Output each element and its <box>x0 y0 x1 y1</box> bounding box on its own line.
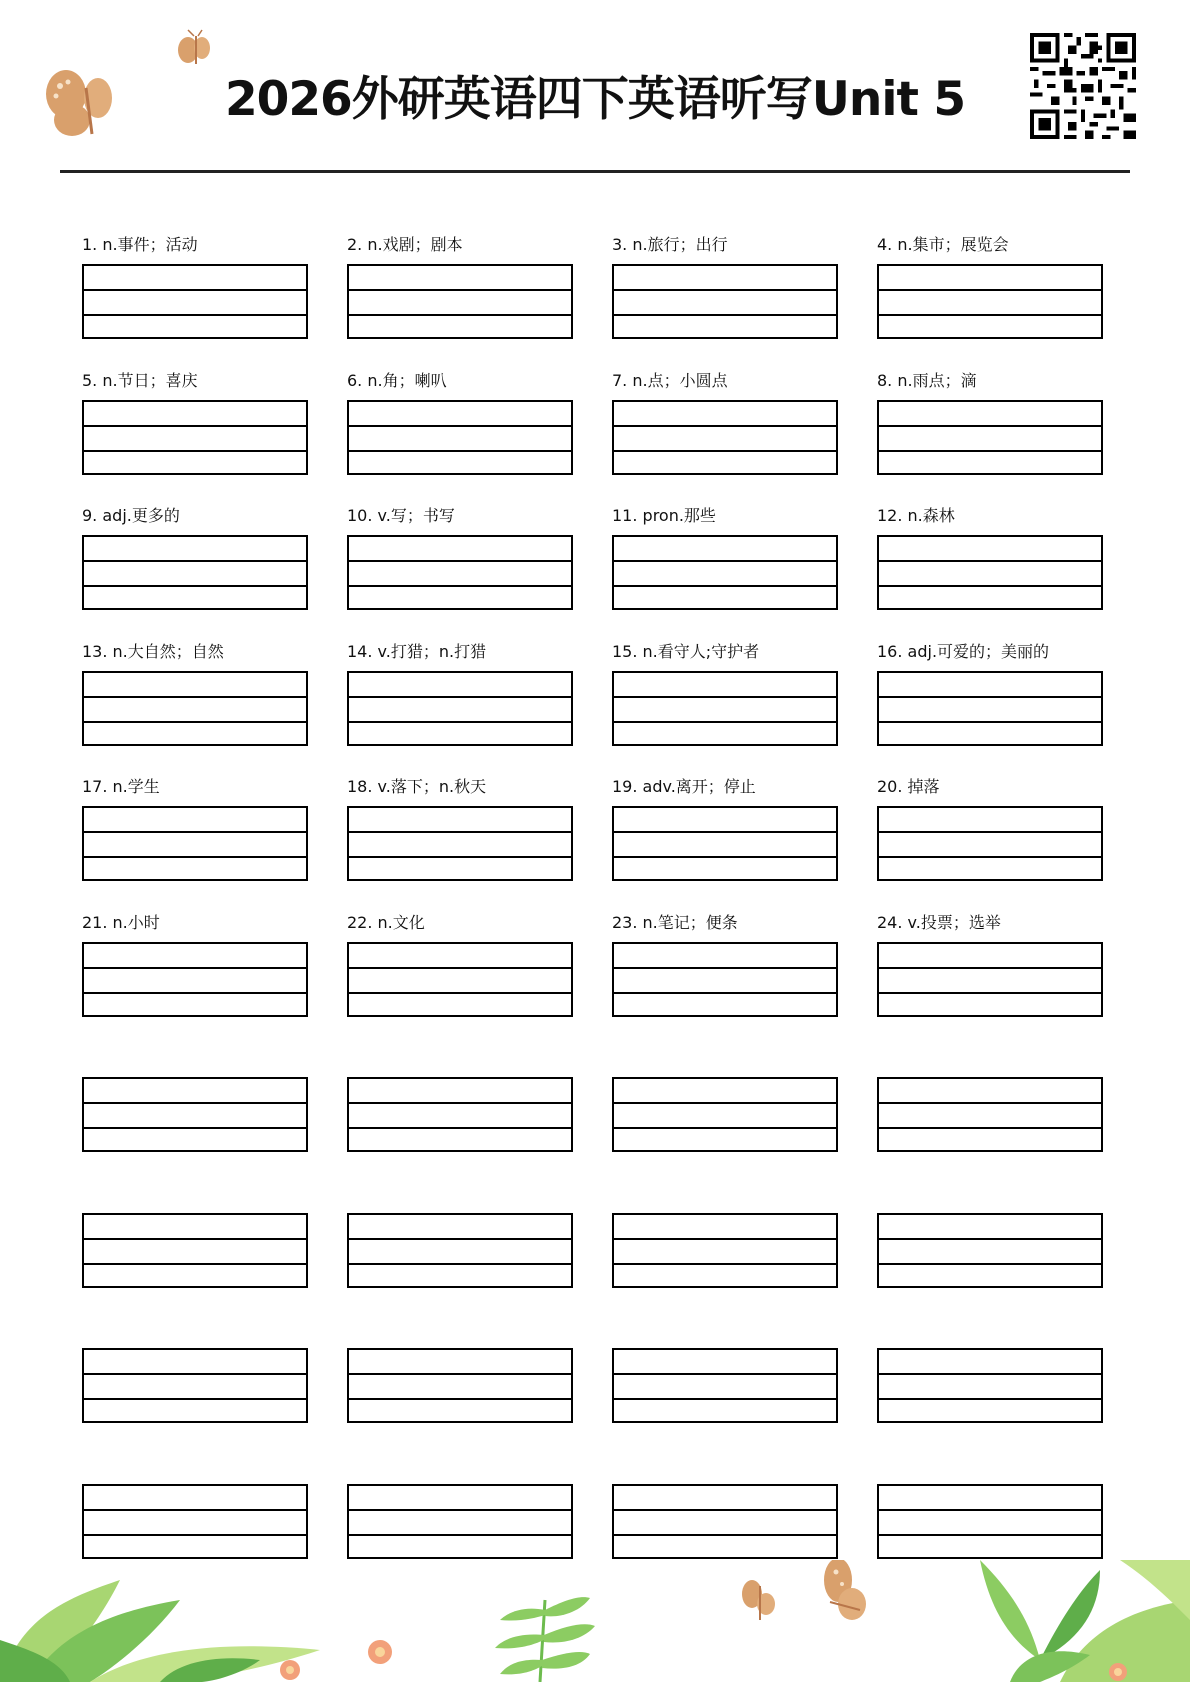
answer-lines[interactable] <box>612 400 838 475</box>
leaf-cluster-right-icon <box>980 1560 1190 1682</box>
answer-lines[interactable] <box>612 264 838 339</box>
writing-line <box>879 1263 1101 1265</box>
item-label: 8. n.雨点；滴 <box>877 371 977 390</box>
writing-line <box>84 1373 306 1375</box>
answer-lines[interactable] <box>82 806 308 881</box>
writing-line <box>84 1509 306 1511</box>
item-label: 13. n.大自然；自然 <box>82 642 224 661</box>
writing-line <box>614 1238 836 1240</box>
answer-lines[interactable] <box>877 1484 1103 1559</box>
writing-line <box>614 1263 836 1265</box>
item-label: 15. n.看守人;守护者 <box>612 642 760 661</box>
answer-lines[interactable] <box>82 942 308 1017</box>
writing-line <box>84 585 306 587</box>
writing-line <box>879 289 1101 291</box>
answer-lines[interactable] <box>612 1348 838 1423</box>
writing-line <box>349 1534 571 1536</box>
writing-line <box>614 721 836 723</box>
butterfly-icon <box>742 1580 775 1620</box>
answer-lines[interactable] <box>877 671 1103 746</box>
answer-lines[interactable] <box>347 1213 573 1288</box>
answer-lines[interactable] <box>82 1348 308 1423</box>
answer-lines[interactable] <box>347 1484 573 1559</box>
answer-lines[interactable] <box>347 942 573 1017</box>
writing-line <box>879 856 1101 858</box>
header-divider <box>60 170 1130 173</box>
item-label: 7. n.点；小圆点 <box>612 371 728 390</box>
item-label: 14. v.打猎；n.打猎 <box>347 642 487 661</box>
writing-line <box>349 856 571 858</box>
writing-line <box>349 1127 571 1129</box>
item-label: 5. n.节日；喜庆 <box>82 371 198 390</box>
writing-line <box>84 1398 306 1400</box>
page-title: 2026外研英语四下英语听写Unit 5 <box>224 72 966 127</box>
writing-line <box>614 1102 836 1104</box>
writing-line <box>879 1509 1101 1511</box>
leaf-cluster-left-icon <box>0 1580 392 1682</box>
answer-lines[interactable] <box>347 264 573 339</box>
writing-line <box>84 831 306 833</box>
writing-line <box>349 1373 571 1375</box>
answer-lines[interactable] <box>612 1484 838 1559</box>
answer-lines[interactable] <box>82 671 308 746</box>
item-label: 21. n.小时 <box>82 913 160 932</box>
writing-line <box>879 314 1101 316</box>
writing-line <box>349 560 571 562</box>
writing-line <box>84 1263 306 1265</box>
writing-line <box>614 1373 836 1375</box>
writing-line <box>84 425 306 427</box>
writing-line <box>879 1534 1101 1536</box>
answer-lines[interactable] <box>877 535 1103 610</box>
writing-line <box>84 1102 306 1104</box>
writing-line <box>614 967 836 969</box>
item-label: 4. n.集市；展览会 <box>877 235 1009 254</box>
item-label: 1. n.事件；活动 <box>82 235 198 254</box>
writing-line <box>349 967 571 969</box>
answer-lines[interactable] <box>877 1213 1103 1288</box>
answer-lines[interactable] <box>877 942 1103 1017</box>
writing-line <box>84 560 306 562</box>
qr-code-icon <box>1030 33 1136 139</box>
writing-line <box>349 450 571 452</box>
answer-lines[interactable] <box>877 1077 1103 1152</box>
writing-line <box>349 585 571 587</box>
answer-lines[interactable] <box>347 671 573 746</box>
writing-line <box>879 1102 1101 1104</box>
writing-line <box>84 1127 306 1129</box>
writing-line <box>614 560 836 562</box>
answer-lines[interactable] <box>612 671 838 746</box>
answer-lines[interactable] <box>347 535 573 610</box>
writing-line <box>614 425 836 427</box>
writing-line <box>84 1534 306 1536</box>
answer-lines[interactable] <box>877 264 1103 339</box>
writing-line <box>614 314 836 316</box>
writing-line <box>349 696 571 698</box>
writing-line <box>879 560 1101 562</box>
item-label: 3. n.旅行；出行 <box>612 235 728 254</box>
butterfly-icon <box>824 1560 866 1620</box>
writing-line <box>84 289 306 291</box>
writing-line <box>349 1398 571 1400</box>
writing-line <box>84 450 306 452</box>
writing-line <box>879 992 1101 994</box>
writing-line <box>349 1263 571 1265</box>
answer-lines[interactable] <box>82 1077 308 1152</box>
writing-line <box>84 314 306 316</box>
writing-line <box>879 1127 1101 1129</box>
writing-line <box>879 585 1101 587</box>
writing-line <box>84 992 306 994</box>
writing-line <box>349 831 571 833</box>
item-label: 23. n.笔记；便条 <box>612 913 738 932</box>
writing-line <box>614 992 836 994</box>
writing-line <box>349 1509 571 1511</box>
writing-line <box>614 450 836 452</box>
answer-lines[interactable] <box>877 806 1103 881</box>
writing-line <box>879 425 1101 427</box>
answer-lines[interactable] <box>612 806 838 881</box>
writing-line <box>879 1398 1101 1400</box>
answer-lines[interactable] <box>877 1348 1103 1423</box>
answer-lines[interactable] <box>612 942 838 1017</box>
writing-line <box>349 425 571 427</box>
item-label: 12. n.森林 <box>877 506 955 525</box>
writing-line <box>84 721 306 723</box>
writing-line <box>614 831 836 833</box>
writing-line <box>614 1534 836 1536</box>
answer-lines[interactable] <box>82 400 308 475</box>
item-label: 22. n.文化 <box>347 913 425 932</box>
item-label: 18. v.落下；n.秋天 <box>347 777 487 796</box>
writing-line <box>879 450 1101 452</box>
writing-line <box>879 696 1101 698</box>
writing-line <box>614 585 836 587</box>
item-label: 16. adj.可爱的；美丽的 <box>877 642 1050 661</box>
foliage-decoration <box>0 1560 1190 1682</box>
writing-line <box>879 1373 1101 1375</box>
answer-lines[interactable] <box>82 1213 308 1288</box>
writing-line <box>84 696 306 698</box>
writing-line <box>614 1127 836 1129</box>
answer-lines[interactable] <box>82 264 308 339</box>
item-label: 2. n.戏剧；剧本 <box>347 235 463 254</box>
item-label: 19. adv.离开；停止 <box>612 777 756 796</box>
writing-line <box>84 856 306 858</box>
answer-lines[interactable] <box>612 535 838 610</box>
item-label: 24. v.投票；选举 <box>877 913 1001 932</box>
writing-line <box>879 967 1101 969</box>
item-label: 9. adj.更多的 <box>82 506 180 525</box>
item-label: 6. n.角；喇叭 <box>347 371 447 390</box>
writing-line <box>349 1238 571 1240</box>
writing-line <box>84 1238 306 1240</box>
item-label: 17. n.学生 <box>82 777 160 796</box>
answer-lines[interactable] <box>347 400 573 475</box>
writing-line <box>349 289 571 291</box>
writing-line <box>879 831 1101 833</box>
writing-line <box>84 967 306 969</box>
writing-line <box>349 1102 571 1104</box>
item-label: 11. pron.那些 <box>612 506 716 525</box>
writing-line <box>614 1398 836 1400</box>
answer-lines[interactable] <box>347 806 573 881</box>
writing-line <box>614 1509 836 1511</box>
writing-line <box>349 721 571 723</box>
writing-line <box>349 314 571 316</box>
answer-lines[interactable] <box>347 1348 573 1423</box>
writing-line <box>349 992 571 994</box>
answer-lines[interactable] <box>82 535 308 610</box>
writing-line <box>614 696 836 698</box>
answer-lines[interactable] <box>82 1484 308 1559</box>
fern-center-icon <box>495 1597 595 1682</box>
answer-lines[interactable] <box>612 1077 838 1152</box>
item-label: 20. 掉落 <box>877 777 940 796</box>
writing-line <box>879 1238 1101 1240</box>
item-label: 10. v.写；书写 <box>347 506 455 525</box>
answer-lines[interactable] <box>612 1213 838 1288</box>
answer-lines[interactable] <box>347 1077 573 1152</box>
writing-line <box>614 289 836 291</box>
writing-line <box>879 721 1101 723</box>
writing-line <box>614 856 836 858</box>
answer-lines[interactable] <box>877 400 1103 475</box>
